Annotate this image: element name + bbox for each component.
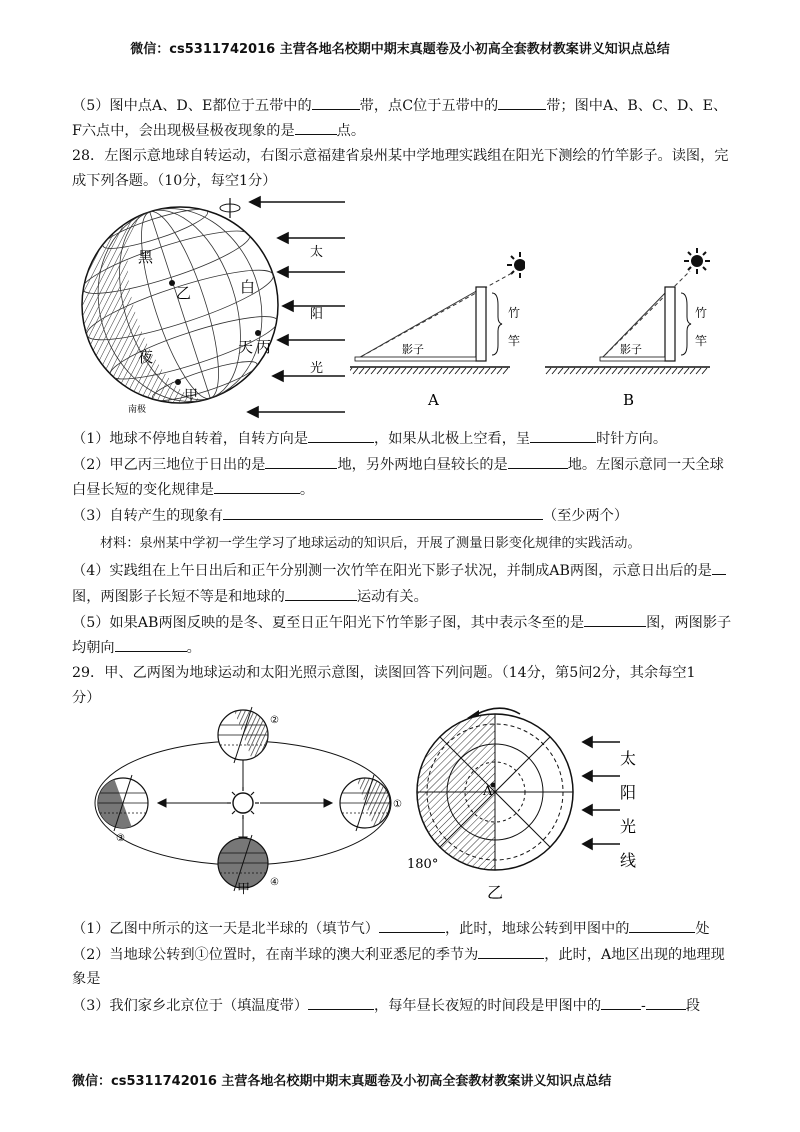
q28-2-line2	[72, 479, 314, 500]
shadow-bar	[600, 357, 665, 361]
q28-5-line2	[72, 637, 201, 658]
q28-2-text-e: 。	[299, 482, 315, 498]
sun-icon	[227, 787, 259, 819]
label-fig-b: B	[623, 391, 635, 409]
answer-blank[interactable]	[508, 454, 568, 469]
bamboo-pole	[665, 287, 675, 361]
q28-3-text-b: （至少两个）	[542, 508, 629, 524]
answer-blank[interactable]	[712, 560, 726, 575]
q29-2-text-a: （2）当地球公转到①位置时，在南半球的澳大利亚悉尼的季节为	[72, 947, 479, 963]
q28-material: 材料：泉州某中学初一学生学习了地球运动的知识后，开展了测量日影变化规律的实践活动。	[100, 536, 641, 551]
label-day2: 天	[238, 338, 254, 356]
q28-2-text-d: 白昼长短的变化规律是	[72, 482, 214, 498]
label-day: 白	[240, 278, 256, 296]
q28-stem-line1: 28．左图示意地球自转运动，右图示意福建省泉州某中学地理实践组在阳光下测绘的竹竿影子。读图，完	[72, 148, 729, 164]
q29-stem-line1: 29．甲、乙两图为地球运动和太阳光照示意图，读图回答下列问题。（14分，第5问2分，其余每空1	[72, 665, 696, 681]
q27-5-line2	[72, 120, 365, 141]
answer-blank[interactable]	[223, 505, 543, 520]
q28-1-text-a: （1）地球不停地自转着，自转方向是	[72, 431, 309, 447]
label-pole2: 竿	[695, 334, 708, 348]
point-jia	[175, 379, 181, 385]
q29-1-text-b: ，此时，地球公转到甲图中的	[444, 921, 630, 937]
q29-2-text-b: ，此时，A地区出现的地理现	[544, 947, 725, 963]
q27-5-text-a: （5）图中点A、D、E都位于五带中的	[72, 98, 312, 114]
label-sun1: 太	[310, 245, 324, 260]
label-pole1: 竹	[695, 306, 708, 320]
q29-3-text-c: -	[641, 998, 646, 1014]
q28-4-line2	[72, 586, 428, 607]
q28-2-text-b: 地，另外两地白昼较长的是	[337, 457, 508, 473]
answer-blank[interactable]	[308, 995, 374, 1010]
q27-5-text-d: F六点中，会出现极昼极夜现象的是	[72, 123, 295, 139]
earth-position-1	[340, 771, 402, 831]
answer-blank[interactable]	[295, 120, 337, 135]
answer-blank[interactable]	[214, 479, 300, 494]
q28-4-text-b: 图，两图影子长短不等是和地球的	[72, 589, 285, 605]
q27-5-text-c: 带；图中A、B、C、D、E、	[546, 98, 728, 114]
label-fig-a: A	[428, 391, 439, 409]
shadow-bar	[355, 357, 476, 361]
shadow-figure-a	[350, 245, 525, 410]
q28-2-text-c: 地。左图示意同一天全球	[567, 457, 724, 473]
q29-stem-line2: 分）	[72, 690, 101, 706]
label-sun2: 阳	[620, 783, 637, 802]
label-bing: 丙	[256, 338, 272, 356]
label-shadow: 影子	[402, 343, 424, 356]
answer-blank[interactable]	[646, 995, 686, 1010]
q28-4-text-c: 运动有关。	[356, 589, 428, 605]
q28-4-text-a: （4）实践组在上午日出后和正午分别测一次竹竿在阳光下影子状况，并制成AB两图，示意日出后的是	[72, 563, 712, 579]
answer-blank[interactable]	[379, 918, 445, 933]
label-jia: 甲	[184, 388, 198, 404]
polar-figure	[405, 700, 650, 905]
sunlight-arrows	[583, 737, 620, 849]
bamboo-pole	[476, 287, 486, 361]
globe-figure	[80, 190, 350, 420]
answer-blank[interactable]	[312, 95, 360, 110]
answer-blank[interactable]	[308, 428, 374, 443]
q28-2-line1	[72, 454, 724, 475]
q29-3	[72, 995, 700, 1016]
label-night2: 夜	[138, 348, 154, 366]
q27-5-text-b: 带，点C位于五带中的	[359, 98, 499, 114]
answer-blank[interactable]	[498, 95, 546, 110]
q28-5-text-d: 。	[186, 640, 201, 656]
shadow-figure-b	[545, 245, 720, 410]
label-sun2: 阳	[310, 307, 324, 322]
answer-blank[interactable]	[601, 995, 641, 1010]
page-footer: 微信：cs5311742016 主营各地名校期中期末真题卷及小初高全套教材教案讲义知识点总结	[72, 1074, 612, 1089]
q28-4-line1	[72, 560, 726, 581]
label-point-a: A	[483, 784, 493, 799]
label-pos2: ②	[270, 715, 279, 726]
answer-blank[interactable]	[478, 944, 544, 959]
label-sun3: 光	[310, 361, 324, 376]
q28-1-text-b: ，如果从北极上空看，呈	[374, 431, 531, 447]
q27-5-text-e: 点。	[336, 123, 366, 139]
q28-stem-line2: 成下列各题。（10分，每空1分）	[72, 173, 277, 189]
q29-3-text-a: （3）我们家乡北京位于（填温度带）	[72, 998, 309, 1014]
label-pos3: ③	[116, 833, 125, 844]
point-bing	[255, 330, 261, 336]
answer-blank[interactable]	[530, 428, 596, 443]
answer-blank[interactable]	[584, 612, 646, 627]
label-yi: 乙	[176, 284, 192, 302]
answer-blank[interactable]	[265, 454, 337, 469]
answer-blank[interactable]	[115, 637, 187, 652]
label-sun4: 线	[620, 851, 637, 870]
q29-2-line2: 象是	[72, 971, 101, 987]
q28-3	[72, 505, 628, 526]
q29-3-text-b: ，每年昼长夜短的时间段是甲图中的	[374, 998, 602, 1014]
earth-position-2	[218, 705, 279, 763]
label-pole2: 竿	[508, 334, 521, 348]
label-pos4: ④	[270, 877, 279, 888]
q28-5-text-b: 图，两图影子	[646, 615, 732, 631]
caption-jia: 甲	[237, 882, 251, 895]
label-pole1: 竹	[508, 306, 521, 320]
orbit-figure	[80, 705, 410, 895]
q29-3-text-d: 段	[685, 998, 701, 1014]
q28-3-text-a: （3）自转产生的现象有	[72, 508, 223, 524]
answer-blank[interactable]	[629, 918, 695, 933]
q28-1	[72, 428, 667, 449]
label-south-pole: 南极	[128, 405, 147, 415]
label-sun1: 太	[620, 749, 637, 768]
q29-1-text-a: （1）乙图中所示的这一天是北半球的（填节气）	[72, 921, 379, 937]
q28-2-text-a: （2）甲乙丙三地位于日出的是	[72, 457, 266, 473]
label-shadow: 影子	[620, 343, 642, 356]
label-pos1: ①	[393, 799, 402, 810]
q29-1	[72, 918, 710, 939]
point-yi	[169, 280, 175, 286]
q28-5-text-a: （5）如果AB两图反映的是冬、夏至日正午阳光下竹竿影子图，其中表示冬至的是	[72, 615, 585, 631]
sun-icon	[684, 248, 710, 274]
label-sun3: 光	[620, 817, 637, 836]
label-180deg: 180°	[407, 857, 439, 872]
q27-5-line1	[72, 95, 727, 116]
label-night: 黑	[138, 248, 154, 266]
q28-5-line1	[72, 612, 731, 633]
caption-yi: 乙	[487, 883, 504, 902]
page-header: 微信：cs5311742016 主营各地名校期中期末真题卷及小初高全套教材教案讲义知识点总结	[130, 42, 670, 57]
q28-1-text-c: 时针方向。	[596, 431, 668, 447]
q29-1-text-c: 处	[695, 921, 710, 937]
q28-5-text-c: 均朝向	[72, 640, 115, 656]
answer-blank[interactable]	[285, 586, 357, 601]
q29-2-line1	[72, 944, 725, 965]
earth-position-3	[91, 775, 148, 844]
